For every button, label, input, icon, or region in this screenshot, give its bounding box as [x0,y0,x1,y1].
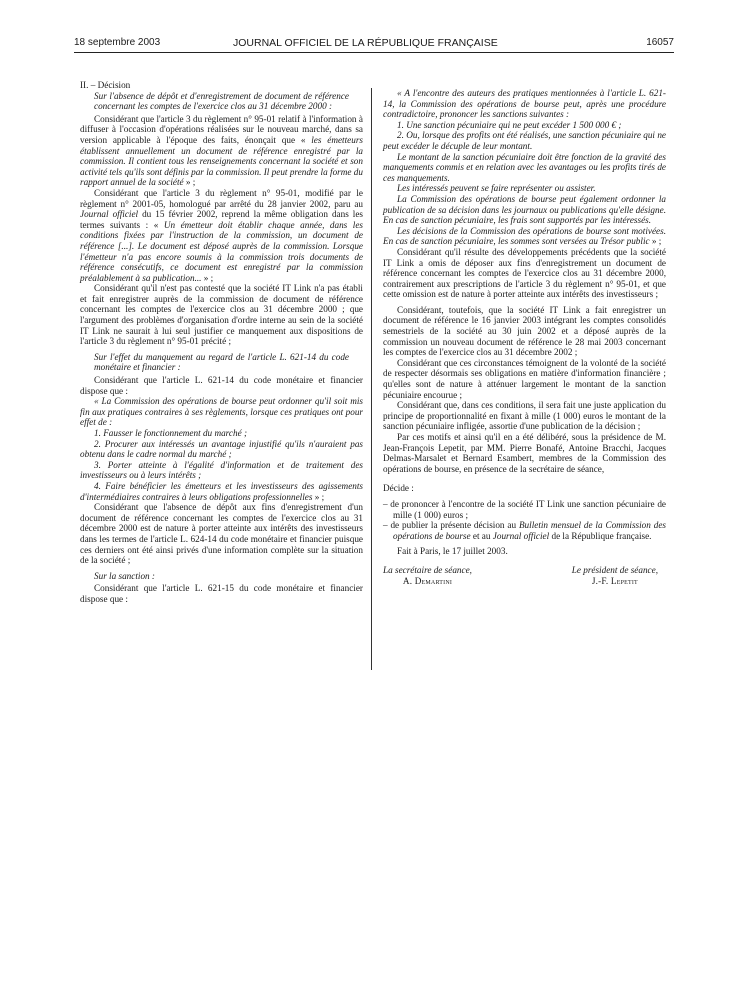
text: » ; [312,491,325,502]
text: Considérant que l'article 3 du règlement n° 95-01, modifié par le règlement n° 2001-05, homologué par arrêté du 28 janvier 2002, paru au [80,187,363,209]
paragraph: Considérant que ces circonstances témoignent de la volonté de la société de respecter désormais ses obligations en matière d'information financière ; qu'elles sont de nature à atténuer largement le montant de la sanction pécuniaire encourue ; [383,357,666,400]
quote-item [80,481,363,502]
text: de la République française. [549,530,652,541]
paragraph: Considérant que l'article L. 621-14 du code monétaire et financier dispose que : [80,375,363,396]
paragraph [80,114,363,188]
paragraph: Considérant, toutefois, que la société IT Link a fait enregistrer un document de référence le 16 janvier 2003 intégrant les comptes consolidés semestriels de la société au 30 juin 2002 et a déposé auprès de la commission un nouveau document de référence le 28 mai 2003 concernant les comptes de l'exercice clos au 31 décembre 2002 ; [383,304,666,358]
text: – de publier la présente décision au [383,520,519,531]
decide-heading: Décide : [383,483,414,494]
quote-paragraph: « La Commission des opérations de bourse peut ordonner qu'il soit mis fin aux pratiques contraires à ses règlements, lorsque ces pratiques ont pour effet de : [80,396,363,428]
quote-paragraph: Les intéressés peuvent se faire représenter ou assister. [397,183,596,194]
signature-title: La secrétaire de séance, [383,564,472,575]
text: et au [470,530,493,541]
decision-item: – de prononcer à l'encontre de la société IT Link une sanction pécuniaire de mille (1 000) euros ; [383,498,666,520]
text: du 15 février 2002, reprend la même obligation dans les termes suivants : « [80,209,364,230]
signatures [383,565,666,586]
quote-paragraph: La Commission des opérations de bourse peut également ordonner la publication de sa décision dans les journaux ou publications qu'elle désigne. En cas de sanction pécuniaire, les frais sont supportés par les intéressés. [383,193,666,226]
quote-text: les émetteurs établissent annuellement un document de référence enregistré par la commission. Il contient tous les renseignements concernant la société et son activité tels qu'ils sont définis par la commission. Il peut prendre la forme du rapport annuel de la société [80,134,363,188]
signature-name: A. Demartini [402,575,453,586]
signature-title: Le président de séance, [571,564,658,575]
quote-text: Un émetteur doit établir chaque année, dans les conditions fixées par l'instruction de la commission, un document de référence [...]. Le document est déposé auprès de la commission. Lorsque l'émetteur n'a pas encore soumis à la commission trois documents de référence consécutifs, ce document est enregistré par la commission préalablement à sa publication... [80,219,363,283]
quote-paragraph: Le montant de la sanction pécuniaire doit être fonction de la gravité des manquements commis et en relation avec les avantages ou les profits tirés de ces manquements. [383,151,666,183]
left-column [80,80,363,605]
signature-date: Fait à Paris, le 17 juillet 2003. [397,546,508,557]
quote-text: Les décisions de la Commission des opérations de bourse sont motivées. En cas de sanction pécuniaire, les sommes sont versées au Trésor public [383,225,666,247]
quote-item: 2. Ou, lorsque des profits ont été réalisés, une sanction pécuniaire qui ne peut excéder le décuple de leur montant. [383,130,666,151]
quote-paragraph [383,226,666,247]
paragraph: Considérant que l'absence de dépôt aux fins d'enregistrement d'un document de référence concernant les comptes de l'exercice clos au 31 décembre 2000 est de nature à porter atteinte aux intérêts des investisseurs dans les termes de l'article L. 624-14 du code monétaire et financier puisque ces derniers ont été ainsi privés d'une information complète sur la situation de la société ; [80,502,363,566]
quote-text: 4. Faire bénéficier les émetteurs et les investisseurs des agissements d'intermédiaires contraires à leurs obligations professionnelles [80,480,363,502]
text: Considérant que l'article 3 du règlement n° 95-01 relatif à l'information à diffuser à l'occasion d'opérations réalisées sur le nouveau marché, dans sa version applicable à l'époque des faits, énonçait que « [80,113,363,145]
subheading-document-reference: Sur l'absence de dépôt et d'enregistrement de document de référence concernant les comptes de l'exercice clos au 31 décembre 2000 : [94,90,349,112]
quote-item: 1. Une sanction pécuniaire qui ne peut excéder 1 500 000 € ; [397,119,622,130]
text: » ; [649,236,662,247]
bulletin-ref: Bulletin mensuel de la Commission des opérations de bourse [393,520,666,541]
header-date: 18 septembre 2003 [74,37,161,48]
signature-president [572,565,658,586]
quote-paragraph: « A l'encontre des auteurs des pratiques mentionnées à l'article L. 621-14, la Commission des opérations de bourse peut, après une procédure contradictoire, prononcer les sanctions suivantes : [383,88,666,120]
page-number: 16057 [646,37,674,48]
subheading-effect: Sur l'effet du manquement au regard de l'article L. 621-14 du code monétaire et financier : [94,351,349,373]
signature-name: J.-F. Lepetit [591,575,638,586]
paragraph: Considérant que, dans ces conditions, il sera fait une juste application du principe de proportionnalité en fixant à mille (1 000) euros le montant de la sanction pécuniaire infligée, assortie d'une publication de la décision ; [383,400,666,432]
paragraph: Par ces motifs et ainsi qu'il en a été délibéré, sous la présidence de M. Jean-François Lepetit, par MM. Pierre Bonafé, Antoine Bracchi, Jacques Delmas-Marsalet et Bernard Esambert, membres de la Commission des opérations de bourse, en présence de la secrétaire de séance, [383,432,666,474]
section-title: II. – Décision [80,80,131,90]
journal-ref: Journal officiel [80,209,139,220]
quote-item: 2. Procurer aux intéressés un avantage injustifié qu'ils n'auraient pas obtenu dans le cadre normal du marché ; [80,438,363,460]
column-divider [371,88,372,670]
signature-secretary [383,565,472,586]
text: » ; [183,177,196,188]
header-rule [74,52,674,53]
quote-item: 1. Fausser le fonctionnement du marché ; [94,428,248,438]
journal-title: JOURNAL OFFICIEL DE LA RÉPUBLIQUE FRANÇAISE [233,37,498,49]
paragraph: Considérant qu'il n'est pas contesté que la société IT Link n'a pas établi et fait enregistrer auprès de la commission de document de référence concernant les comptes de l'exercice clos au 31 décembre 2000 ; que l'argument des problèmes d'organisation d'ordre interne au sein de la société IT Link ne saurait à lui seul justifier ce manquement aux dispositions de l'article 3 du règlement n° 95-01 précité ; [80,283,363,347]
paragraph: Considérant qu'il résulte des développements précédents que la société IT Link a omis de déposer aux fins d'enregistrement un document de référence concernant les comptes de l'exercice clos au 31 décembre 2000, contrairement aux prescriptions de l'article 3 du règlement n° 95-01, et que cette omission est de nature à porter atteinte aux intérêts des investisseurs ; [383,246,666,300]
text: » ; [201,272,214,283]
right-column [383,88,666,586]
paragraph [80,188,363,283]
quote-item: 3. Porter atteinte à l'égalité d'information et de traitement des investisseurs ou à leurs intérêts ; [80,459,363,481]
subheading-sanction: Sur la sanction : [94,570,155,581]
paragraph: Considérant que l'article L. 621-15 du code monétaire et financier dispose que : [80,583,363,604]
decision-item [383,520,666,541]
journal-ref: Journal officiel [492,530,550,541]
page-header [74,37,674,51]
